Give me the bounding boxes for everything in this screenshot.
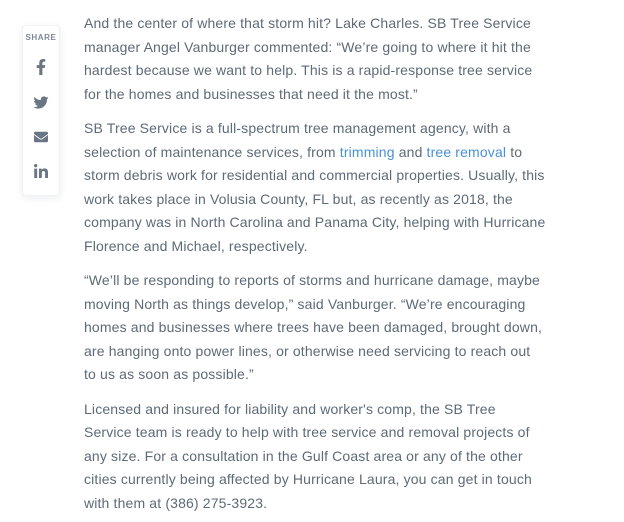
paragraph-4: Licensed and insured for liability and worker's comp, the SB Tree Service team is ready to help with tree service and removal projects of any size. For a consultation in the Gulf Coast area or any of the other cities currently being affected by Hurricane Laura, you can get in touch with them at (386) 275-3923.	[84, 400, 532, 511]
facebook-icon	[36, 58, 46, 76]
paragraph-2-text-mid: and	[394, 143, 427, 160]
paragraph-2-text-pre: SB Tree Service is a full-spectrum tree management agency, with a selection of maintenance services, from	[84, 120, 511, 160]
paragraph-3: “We’ll be responding to reports of storms and hurricane damage, maybe moving North as things develop,” said Vanburger. “We’re encouraging homes and businesses where trees have been damaged, brought down, are hanging onto power lines, or otherwise need servicing to reach out to us as soon as possible.”	[84, 272, 543, 382]
article-body	[84, 12, 546, 522]
paragraph-2-text-post: to storm debris work for residential and commercial properties. Usually, this work takes place in Volusia County, FL but, as recently as 2018, the company was in North Carolina and Panama City, helping with Hurricane Florence and Michael, respectively.	[84, 143, 546, 254]
tree-removal-link[interactable]: tree removal	[426, 143, 507, 160]
share-twitter-button[interactable]	[31, 92, 51, 112]
share-sidebar	[22, 25, 60, 196]
share-email-button[interactable]	[31, 127, 51, 147]
share-linkedin-button[interactable]	[31, 162, 51, 182]
linkedin-icon	[33, 164, 49, 180]
twitter-icon	[32, 95, 50, 110]
share-facebook-button[interactable]	[31, 57, 51, 77]
share-label: SHARE	[25, 33, 57, 42]
trimming-link[interactable]: trimming	[339, 143, 395, 160]
paragraph-1: And the center of where that storm hit? Lake Charles. SB Tree Service manager Angel Vanburger commented: “We’re going to where it hit the hardest because we want to help. This is a rapid-response tree service for the homes and businesses that need it the most.”	[84, 15, 533, 102]
envelope-icon	[32, 130, 50, 144]
paragraph-2	[84, 117, 546, 258]
